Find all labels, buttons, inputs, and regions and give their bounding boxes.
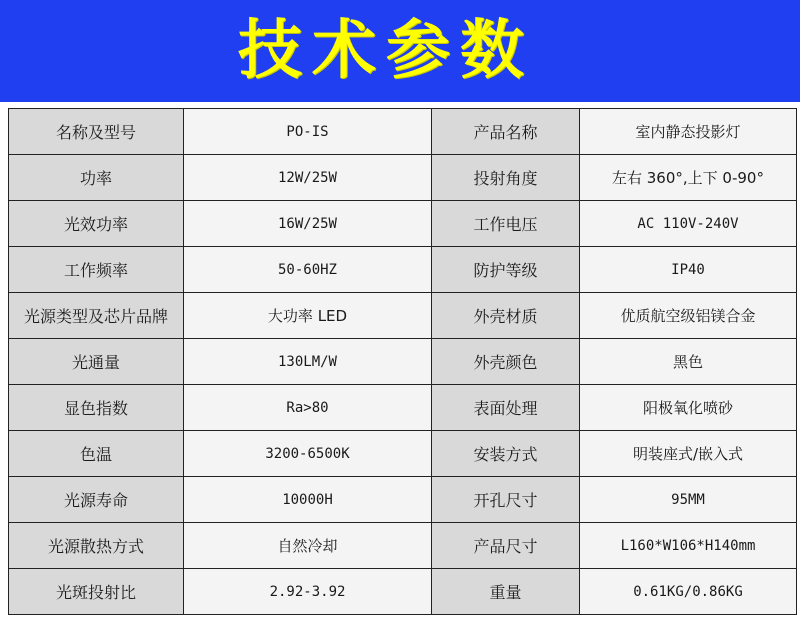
- page-title: 技术参数: [238, 14, 534, 88]
- spec-value: 130LM/W: [184, 339, 432, 385]
- spec-value: 12W/25W: [184, 155, 432, 201]
- spec-value: 10000H: [184, 477, 432, 523]
- spec-label: 重量: [432, 569, 580, 615]
- header-banner: [0, 0, 800, 102]
- spec-label: 开孔尺寸: [432, 477, 580, 523]
- spec-label: 外壳颜色: [432, 339, 580, 385]
- spec-label: 工作频率: [9, 247, 184, 293]
- spec-label: 工作电压: [432, 201, 580, 247]
- spec-value: L160*W106*H140mm: [580, 523, 797, 569]
- spec-label: 光斑投射比: [9, 569, 184, 615]
- spec-table: [8, 108, 797, 615]
- spec-value: 黑色: [580, 339, 797, 385]
- spec-value: AC 110V-240V: [580, 201, 797, 247]
- spec-label: 产品名称: [432, 109, 580, 155]
- spec-value: 阳极氧化喷砂: [580, 385, 797, 431]
- table-row: [9, 431, 797, 477]
- spec-label: 产品尺寸: [432, 523, 580, 569]
- spec-value: Ra>80: [184, 385, 432, 431]
- table-row: [9, 477, 797, 523]
- spec-value: 2.92-3.92: [184, 569, 432, 615]
- spec-value: 左右 360°,上下 0-90°: [580, 155, 797, 201]
- spec-value: 95MM: [580, 477, 797, 523]
- spec-label: 光效功率: [9, 201, 184, 247]
- spec-value: 0.61KG/0.86KG: [580, 569, 797, 615]
- spec-value: IP40: [580, 247, 797, 293]
- spec-label: 功率: [9, 155, 184, 201]
- spec-label: 光源类型及芯片品牌: [9, 293, 184, 339]
- table-row: [9, 293, 797, 339]
- table-row: [9, 339, 797, 385]
- spec-label: 光源散热方式: [9, 523, 184, 569]
- table-row: [9, 109, 797, 155]
- spec-value: 明装座式/嵌入式: [580, 431, 797, 477]
- spec-label: 光通量: [9, 339, 184, 385]
- spec-label: 投射角度: [432, 155, 580, 201]
- spec-value: 室内静态投影灯: [580, 109, 797, 155]
- spec-value: 16W/25W: [184, 201, 432, 247]
- spec-label: 色温: [9, 431, 184, 477]
- spec-value: 自然冷却: [184, 523, 432, 569]
- spec-label: 安装方式: [432, 431, 580, 477]
- table-row: [9, 523, 797, 569]
- spec-value: 50-60HZ: [184, 247, 432, 293]
- spec-label: 光源寿命: [9, 477, 184, 523]
- table-row: [9, 155, 797, 201]
- spec-value: 大功率 LED: [184, 293, 432, 339]
- spec-label: 显色指数: [9, 385, 184, 431]
- table-row: [9, 201, 797, 247]
- spec-value: PO-IS: [184, 109, 432, 155]
- spec-value: 3200-6500K: [184, 431, 432, 477]
- spec-label: 防护等级: [432, 247, 580, 293]
- table-row: [9, 247, 797, 293]
- spec-value: 优质航空级铝镁合金: [580, 293, 797, 339]
- table-row: [9, 569, 797, 615]
- spec-label: 表面处理: [432, 385, 580, 431]
- table-row: [9, 385, 797, 431]
- spec-label: 名称及型号: [9, 109, 184, 155]
- spec-label: 外壳材质: [432, 293, 580, 339]
